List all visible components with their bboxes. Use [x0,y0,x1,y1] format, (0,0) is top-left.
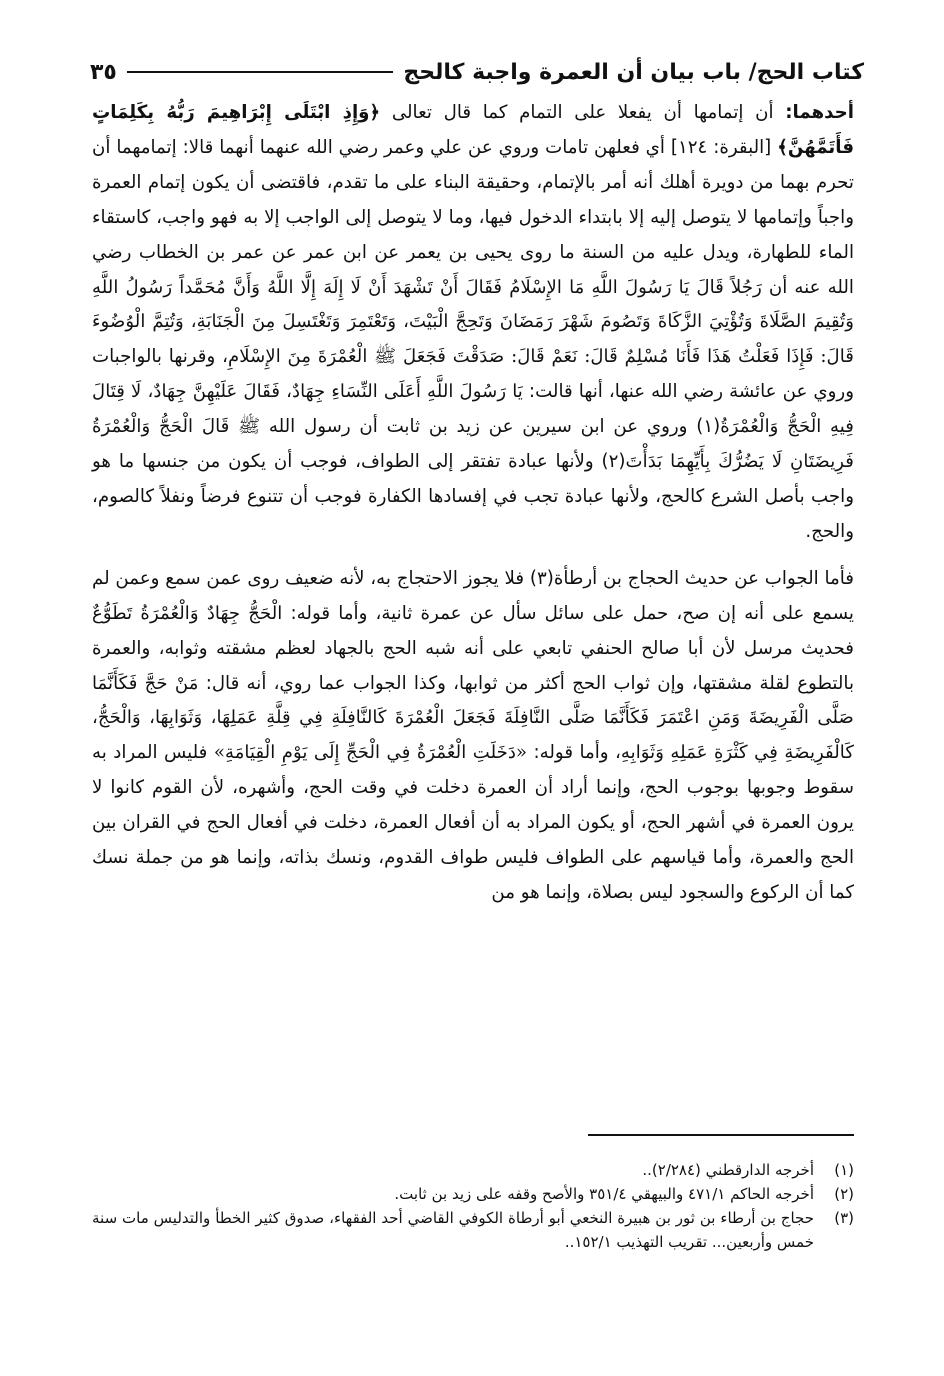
text-run: ، وقرنها بالواجبات وروي عن عائشة رضي الله عنها، أنها قالت: [92,346,854,403]
running-header [90,52,864,92]
text-run: (١) وروي عن ابن سيرين عن زيد بن ثابت أن رسول الله ﷺ قَالَ [193,416,721,438]
hadith-quote: يَا رَسُولَ اللَّهِ أَعَلَى النِّسَاءِ جِهَادٌ، فَقَالَ عَلَيْهِنَّ جِهَادٌ، لَا قِتَالَ فِيهِ الْحَجُّ وَالْعُمْرَةُ [92,381,854,438]
footnote-text: أخرجه الدارقطني (٢/٢٨٤).. [642,1161,814,1179]
footnotes [92,1158,854,1254]
footnote-number: (٢) [834,1185,854,1203]
text-run: فأما الجواب عن حديث الحجاج بن أرطأة(٣) فلا يجوز الاحتجاج به، لأنه ضعيف روى عمن سمع وعمن لم يسمع على أنه إن صح، حمل على سائل سأل عن عمرة ثانية، وأما قوله: [92,567,855,624]
footnote-divider [588,1134,854,1136]
footnote-2 [92,1182,854,1206]
footnote-number: (٣) [834,1209,854,1227]
hadith-quote: مَنْ حَجَّ فَكَأَنَّمَا صَلَّى الْفَرِيضَةَ وَمَنِ اعْتَمَرَ فَكَأَنَّمَا صَلَّى النَّافِلَةَ فَجَعَلَ الْعُمْرَةَ كَالنَّافِلَةِ فِي قِلَّةِ عَمَلِهَا، وَثَوَابِهَا، وَالْحَجُّ، كَالْفَرِيضَةِ فِي كَثْرَةِ عَمَلِهِ وَثَوَابِهِ [92,672,854,764]
hadith-quote: يَا رَسُولَ اللَّهِ مَا الإِسْلَامُ فَقَالَ أَنْ تَشْهَدَ أَنْ لَا إِلَهَ إِلَّا اللَّهُ وَأَنَّ مُحَمَّداً رَسُولُ اللَّهِ وَتُقِيمَ الصَّلَاةَ وَتُؤْتِيَ الزَّكَاةَ وَتَصُومَ شَهْرَ رَمَضَانَ وَتَحِجَّ الْبَيْتَ، وَتَعْتَمِرَ وَتَغْتَسِلَ مِنَ الْجَنَابَةِ، وَتُتِمَّ الْوُضُوءَ قَالَ: فَإِذَا فَعَلْتُ هَذَا فَأَنَا مُسْلِمٌ قَالَ: نَعَمْ قَالَ: صَدَقْتَ فَجَعَلَ ﷺ الْعُمْرَةَ مِنَ الإِسْلَامِ [92,276,855,368]
hadith-quote: الْحَجُّ جِهَادٌ وَالْعُمْرَةُ تَطَوُّعٌ [92,602,283,624]
footnote-number: (١) [834,1161,854,1179]
main-text [92,96,854,911]
paragraph-1 [92,96,854,550]
header-title: كتاب الحج/ باب بيان أن العمرة واجبة كالحج [403,59,864,85]
text-run: ، وأما قوله: [527,742,621,764]
text-run: أن إتمامها أن يفعلا على التمام كما قال تعالى [380,102,786,123]
footnote-1 [92,1158,854,1182]
hadith-quote: الْحَجُّ وَالْعُمْرَةُ فَرِيضَتَانِ لَا يَضُرُّكَ بِأَيِّهِمَا بَدَأْتَ [92,416,854,473]
paragraph-lead: أحدهما: [785,102,854,123]
quran-verse: ﴿وَإِذِ ابْتَلَى إِبْرَاهِيمَ رَبُّهُ بِكَلِمَاتٍ فَأَتَمَّهُنَّ﴾ [92,102,854,158]
text-run: فليس المراد به سقوط وجوبها بوجوب الحج، وإنما أراد أن العمرة دخلت في وقت الحج، وأشهره، لأن القوم كانوا لا يرون العمرة في أشهر الحج، أو يكون المراد به أن أفعال العمرة، دخلت في أفعال الحج في القران بين الحج والعمرة، وأما قياسهم على الطواف فليس طواف القدوم، ونسك بذاته، وإنما هو من جملة نسك كما أن الركوع والسجود ليس بصلاة، وإنما هو من [92,742,854,903]
footnote-text: أخرجه الحاكم ٤٧١/١ والبيهقي ٣٥١/٤ والأصح وقفه على زيد بن ثابت. [394,1185,814,1203]
page-number: ٣٥ [90,59,117,85]
text-run: فحديث مرسل لأن أبا صالح الحنفي تابعي على أنه شبه الحج بالجهاد لعظم مشقته وثوابه، والعمرة بالتطوع لقلة مشقتها، وإن ثواب الحج أكثر من ثوابها، وكذا الجواب عما روي، أنه قال: [92,637,855,694]
hadith-quote: «دَخَلَتِ الْعُمْرَةُ فِي الْحَجِّ إِلَى يَوْمِ الْقِيَامَةِ» [213,742,528,764]
paragraph-2 [92,562,854,911]
footnote-3 [92,1206,854,1254]
header-rule [127,71,394,73]
text-run: (٢) ولأنها عبادة تفتقر إلى الطواف، فوجب أن يكون من جنسها ما هو واجب بأصل الشرع كالحج، ولأنها عبادة تجب في إفسادها الكفارة فوجب أن تتنوع فرضاً ونفلاً كالصوم، والحج. [92,451,854,542]
text-run: [البقرة: ١٢٤] أي فعلهن تامات وروي عن علي وعمر رضي الله عنهما أنهما قالا: إتمامهما أن تحرم بهما من دويرة أهلك أنه أمر بالإتمام، وحقيقة البناء على ما تقدم، فاقتضى أن يكون إتمام العمرة واجباً وإتمامها لا يتوصل إليه إلا بابتداء الدخول فيها، وما لا يتوصل إلى الواجب إلا به فهو واجب، كاستقاء الماء للطهارة، ويدل عليه من السنة ما روى يحيى بن يعمر عن ابن عمر عن عمر بن الخطاب رضي الله عنه أن رَجُلاً قَالَ [92,136,854,298]
footnote-text: حجاج بن أرطاء بن ثور بن هبيرة النخعي أبو أرطاة الكوفي القاضي أحد الفقهاء، صدوق كثير الخطأ والتدليس مات سنة خمس وأربعين... تقريب التهذيب ١٥٢/١.. [92,1209,814,1251]
